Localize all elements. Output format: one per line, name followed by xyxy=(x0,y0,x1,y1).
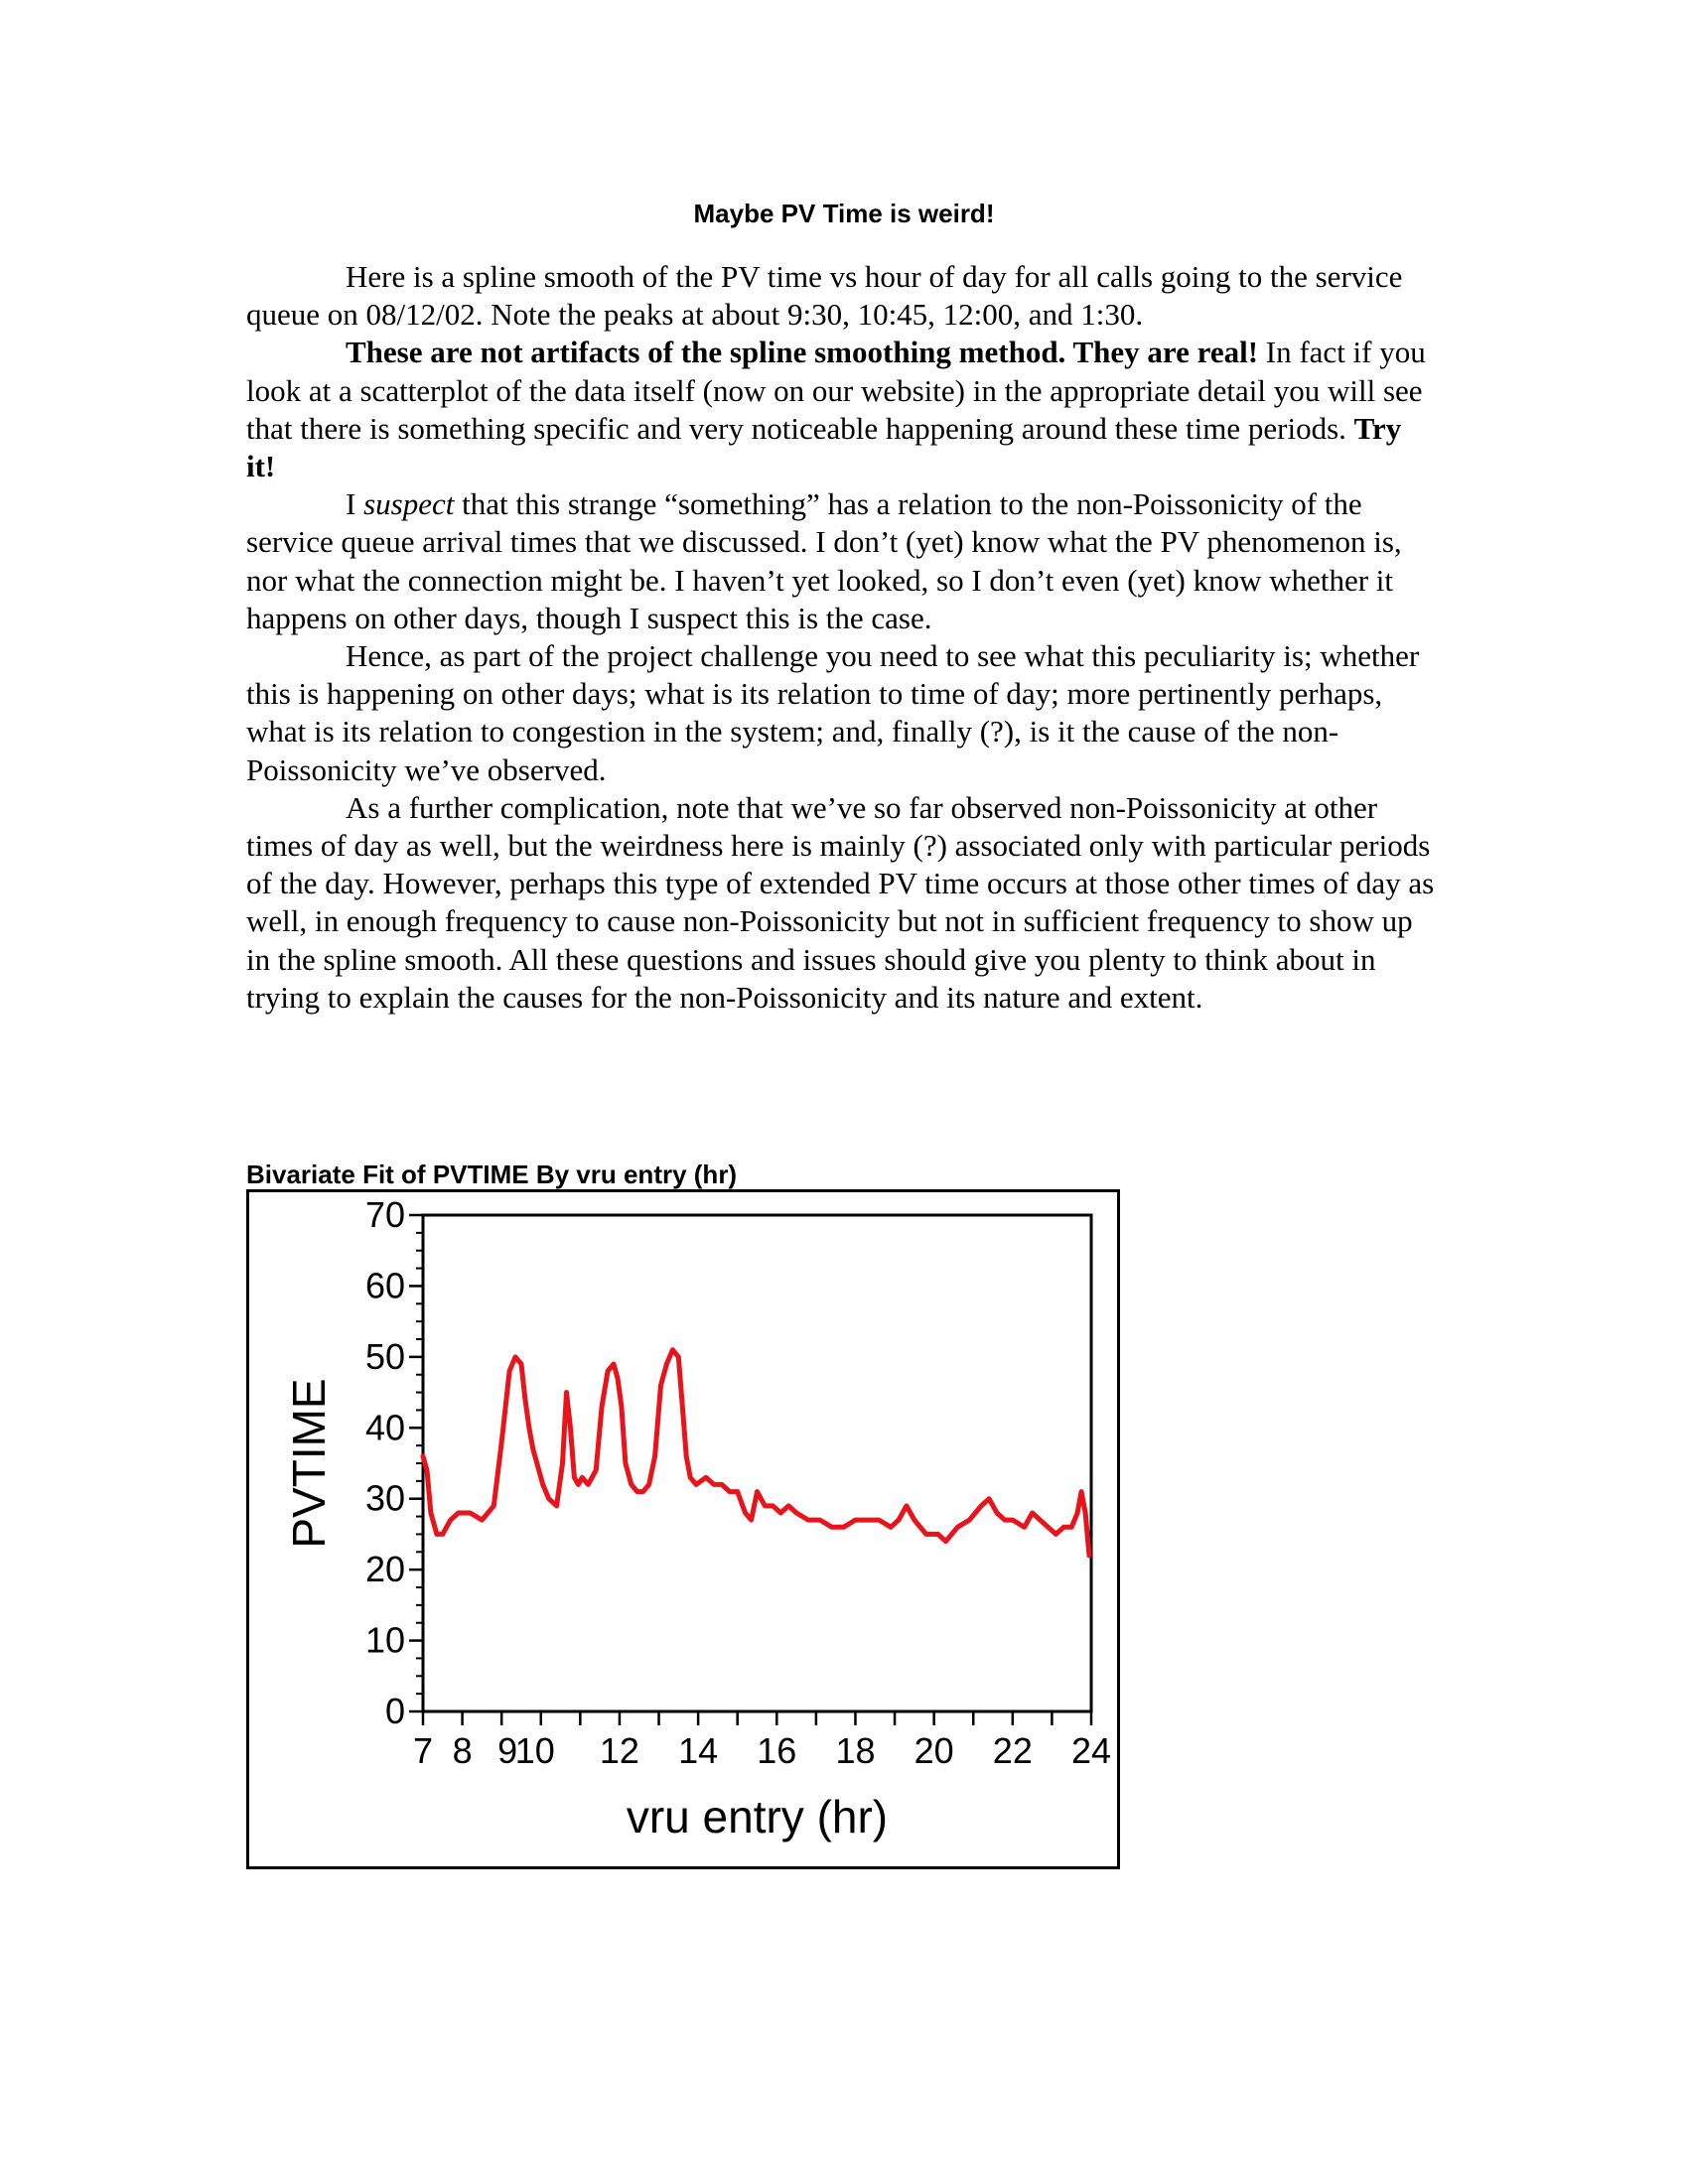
x-tick-label: 7 xyxy=(412,1730,434,1771)
y-tick-label: 20 xyxy=(364,1549,405,1590)
chart-title: Bivariate Fit of PVTIME By vru entry (hr) xyxy=(246,1160,738,1189)
text-run: I xyxy=(346,486,364,522)
y-tick-label: 40 xyxy=(364,1407,405,1448)
paragraph xyxy=(246,637,1438,789)
x-tick-label: 20 xyxy=(914,1730,954,1771)
paragraph xyxy=(246,258,1438,334)
series-line xyxy=(423,1350,1089,1556)
paragraph xyxy=(246,334,1438,485)
paragraph xyxy=(246,485,1438,637)
paragraph xyxy=(246,789,1438,1017)
y-tick-label: 50 xyxy=(364,1335,405,1377)
y-tick-label: 10 xyxy=(364,1619,405,1661)
x-tick-label: 14 xyxy=(678,1730,719,1771)
body-text xyxy=(246,258,1438,1017)
text-run: that this strange “something” has a relation to the non-Poissonicity of the service queue arrival times that we discussed. I don’t (yet) know what the PV phenomenon is, nor what the connection might be. I haven’t yet looked, so I don’t even (yet) know whether it happens on other days, though I suspect this is the case. xyxy=(246,486,1402,635)
y-tick-label: 0 xyxy=(384,1691,405,1731)
y-tick-label: 70 xyxy=(364,1194,405,1235)
text-run: In fact if you look at a scatterplot of the data itself (now on our website) in the appropriate detail you will see that there is something specific and very noticeable happening around these time periods. xyxy=(246,335,1426,446)
bold-text: These are not artifacts of the spline smoothing method. They are real! xyxy=(346,335,1259,370)
x-tick-label: 18 xyxy=(835,1730,876,1771)
page-title: Maybe PV Time is weird! xyxy=(693,199,995,228)
y-tick-label: 60 xyxy=(364,1265,405,1306)
x-tick-label: 8 xyxy=(452,1730,473,1771)
x-tick-label: 9 xyxy=(497,1730,518,1771)
x-tick-label: 16 xyxy=(757,1730,797,1771)
chart-frame xyxy=(246,1189,1120,1869)
x-axis-label: vru entry (hr) xyxy=(626,1791,889,1843)
x-tick-label: 22 xyxy=(992,1730,1033,1771)
pvtime-chart xyxy=(249,1192,1117,1866)
y-tick-label: 30 xyxy=(364,1477,405,1519)
italic-text: suspect xyxy=(363,486,455,522)
text-run: Hence, as part of the project challenge you need to see what this peculiarity is; whether this is happening on other days; what is its relation to time of day; more pertinently perhaps, what is its relation to congestion in the system; and, finally (?), is it the cause of the non-Poissonicity we’ve observed. xyxy=(246,638,1420,787)
text-run: Here is a spline smooth of the PV time vs hour of day for all calls going to the service queue on 08/12/02. Note the peaks at about 9:30, 10:45, 12:00, and 1:30. xyxy=(246,259,1403,333)
x-tick-label: 12 xyxy=(599,1730,639,1771)
plot-area xyxy=(423,1215,1091,1711)
x-tick-label: 24 xyxy=(1070,1730,1112,1771)
bold-text: Try it! xyxy=(246,410,1402,484)
text-run: As a further complication, note that we’ve so far observed non-Poissonicity at other times of day as well, but the weirdness here is mainly (?) associated only with particular periods of the day. However, perhaps this type of extended PV time occurs at those other times of day as well, in enough frequency to cause non-Poissonicity but not in sufficient frequency to show up in the spline smooth. All these questions and issues should give you plenty to think about in trying to explain the causes for the non-Poissonicity and its nature and extent. xyxy=(246,789,1435,1015)
y-axis-label: PVTIME xyxy=(283,1378,335,1549)
x-tick-label: 10 xyxy=(514,1730,555,1771)
